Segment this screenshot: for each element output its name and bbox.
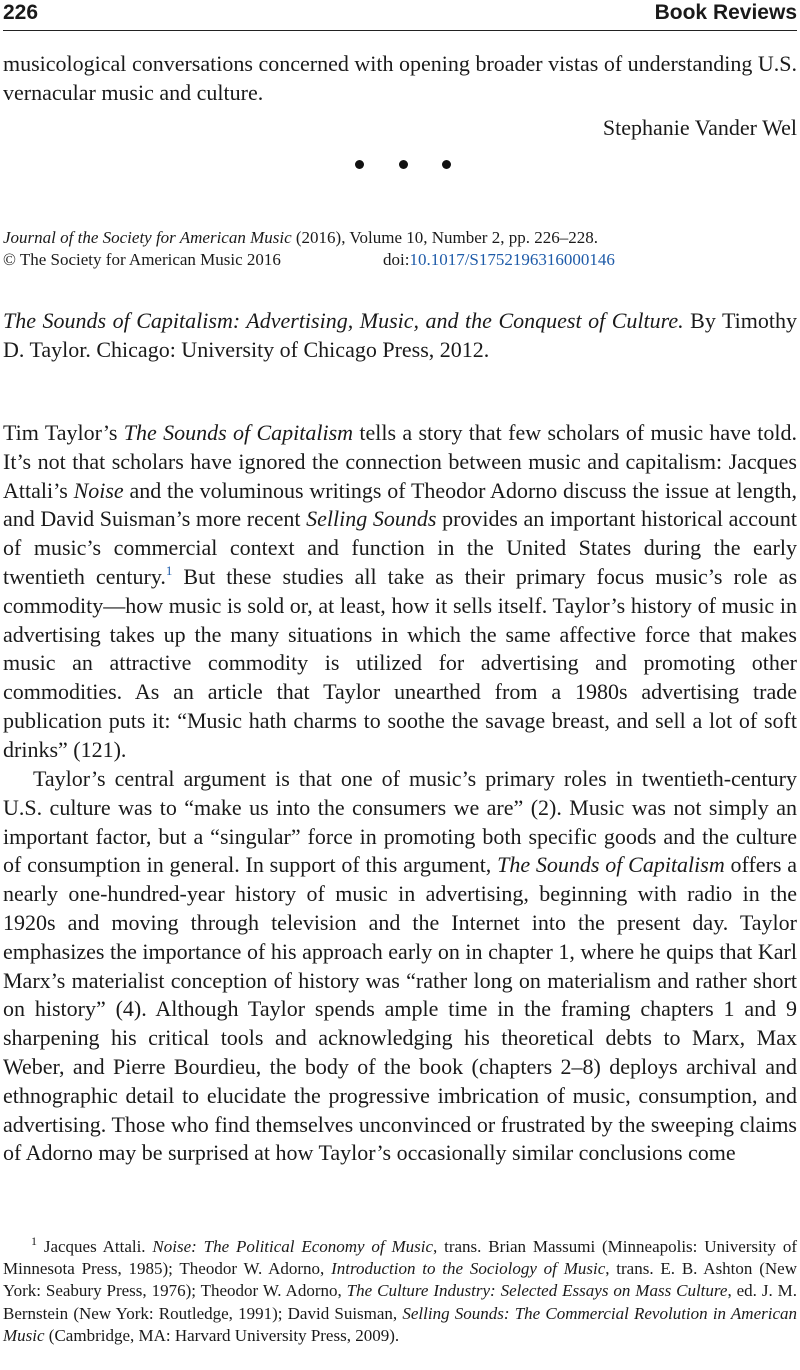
book-publication-info: By Timothy D. Taylor. Chicago: University of Chicago Press, 2012.: [3, 308, 797, 362]
footnote-number: 1: [31, 1234, 37, 1248]
text-run: , trans. E. B. Ashton (New York: Seabury Press, 1976); Theodor W. Adorno,: [3, 1259, 797, 1301]
section-title: Book Reviews: [654, 1, 797, 24]
italic-title: The Culture Industry: Selected Essays on Mass Culture: [346, 1281, 728, 1301]
doi-prefix: doi:: [383, 250, 410, 269]
text-run: Tim Taylor’s: [3, 420, 124, 445]
running-header: [3, 0, 797, 31]
text-run: offers a nearly one-hundred-year history of music in advertising, beginning with radio in the 1920s and moving through television and the Internet into the present day. Taylor emphasizes the importance of his approach early on in chapter 1, where he quips that Karl Marx’s materialist conception of history was “rather long on materialism and rather short on history” (4). Although Taylor spends ample time in the framing chapters 1 and 9 sharpening his critical tools and acknowledging his theoretical debts to Marx, Max Weber, and Pierre Bourdieu, the body of the book (chapters 2–8) deploys archival and ethnographic detail to elucidate the progressive imbrication of music, consumption, and advertising. Those who find themselves unconvinced or frustrated by the sweeping claims of Adorno may be surprised at how Taylor’s occasionally similar conclusions come: [3, 852, 798, 1166]
italic-title: Introduction to the Sociology of Music: [331, 1259, 606, 1279]
italic-title: Selling Sounds: [306, 506, 437, 532]
text-run: Jacques Attali.: [37, 1237, 153, 1256]
text-run: But these studies all take as their primary focus music’s role as commodity—how music is sold or, at least, how it sells itself. Taylor’s history of music in advertising takes up the many situations in which the same affective force that makes music an attractive commodity is utilized for advertising and promoting other commodities. As an article that Taylor unearthed from a 1980s advertising trade publication puts it: “Music hath charms to soothe the savage breast, and sell a lot of soft drinks” (121).: [3, 563, 798, 762]
volume-details: (2016), Volume 10, Number 2, pp. 226–228.: [291, 228, 598, 247]
footnote-1: [3, 1236, 797, 1347]
italic-title: Noise: [73, 477, 124, 503]
review-paragraph-1: [3, 419, 797, 765]
copyright-notice: © The Society for American Music 2016: [3, 250, 281, 269]
page-number: 226: [3, 1, 39, 24]
book-title: The Sounds of Capitalism: Advertising, Music, and the Conquest of Culture.: [3, 308, 684, 333]
italic-title: Selling Sounds: The Commercial Revolution in American Music: [3, 1303, 798, 1345]
italic-title: Noise: The Political Economy of Music: [152, 1237, 434, 1256]
article-citation: [3, 227, 797, 271]
text-run: Taylor’s central argument is that one of music’s primary roles in twentieth-century U.S. culture was to “make us into the consumers we are” (2). Music was not simply an important factor, but a “singular” force in promoting both specific goods and the culture of consumption in general. In support of this argument,: [3, 766, 797, 878]
doi: [383, 249, 615, 271]
separator-dot: [399, 160, 408, 169]
text-run: , trans. Brian Massumi (Minneapolis: University of Minnesota Press, 1985); Theodor W. Adorno,: [3, 1237, 797, 1279]
italic-title: The Sounds of Capitalism: [123, 420, 354, 445]
text-run: provides an important historical account of music’s commercial context and function in the United States during the early twentieth century.: [3, 506, 797, 589]
reviewed-book-entry: [3, 307, 797, 365]
section-separator: [355, 160, 451, 174]
previous-review-closing: musicological conversations concerned with opening broader vistas of understanding U.S. vernacular music and culture.: [3, 51, 797, 105]
separator-dot: [355, 160, 364, 169]
journal-name: Journal of the Society for American Music: [3, 228, 292, 247]
separator-dot: [442, 160, 451, 169]
copyright-line: [3, 249, 797, 271]
doi-link[interactable]: 10.1017/S1752196316000146: [409, 250, 615, 269]
text-run: , ed. J. M. Bernstein (New York: Routledge, 1991); David Suisman,: [3, 1281, 798, 1323]
footnote-reference[interactable]: 1: [165, 562, 173, 578]
citation-line: [3, 227, 797, 249]
text-run: (Cambridge, MA: Harvard University Press, 2009).: [44, 1325, 400, 1345]
text-run: and the voluminous writings of Theodor Adorno discuss the issue at length, and David Suisman’s more recent: [3, 477, 797, 532]
text-run: tells a story that few scholars of music have told. It’s not that scholars have ignored the connection between music and capitalism: Jacques Attali’s: [3, 420, 798, 503]
italic-title: The Sounds of Capitalism: [497, 852, 725, 878]
reviewer-name: Stephanie Vander Wel: [602, 115, 797, 140]
review-paragraph-2: [3, 765, 797, 1168]
